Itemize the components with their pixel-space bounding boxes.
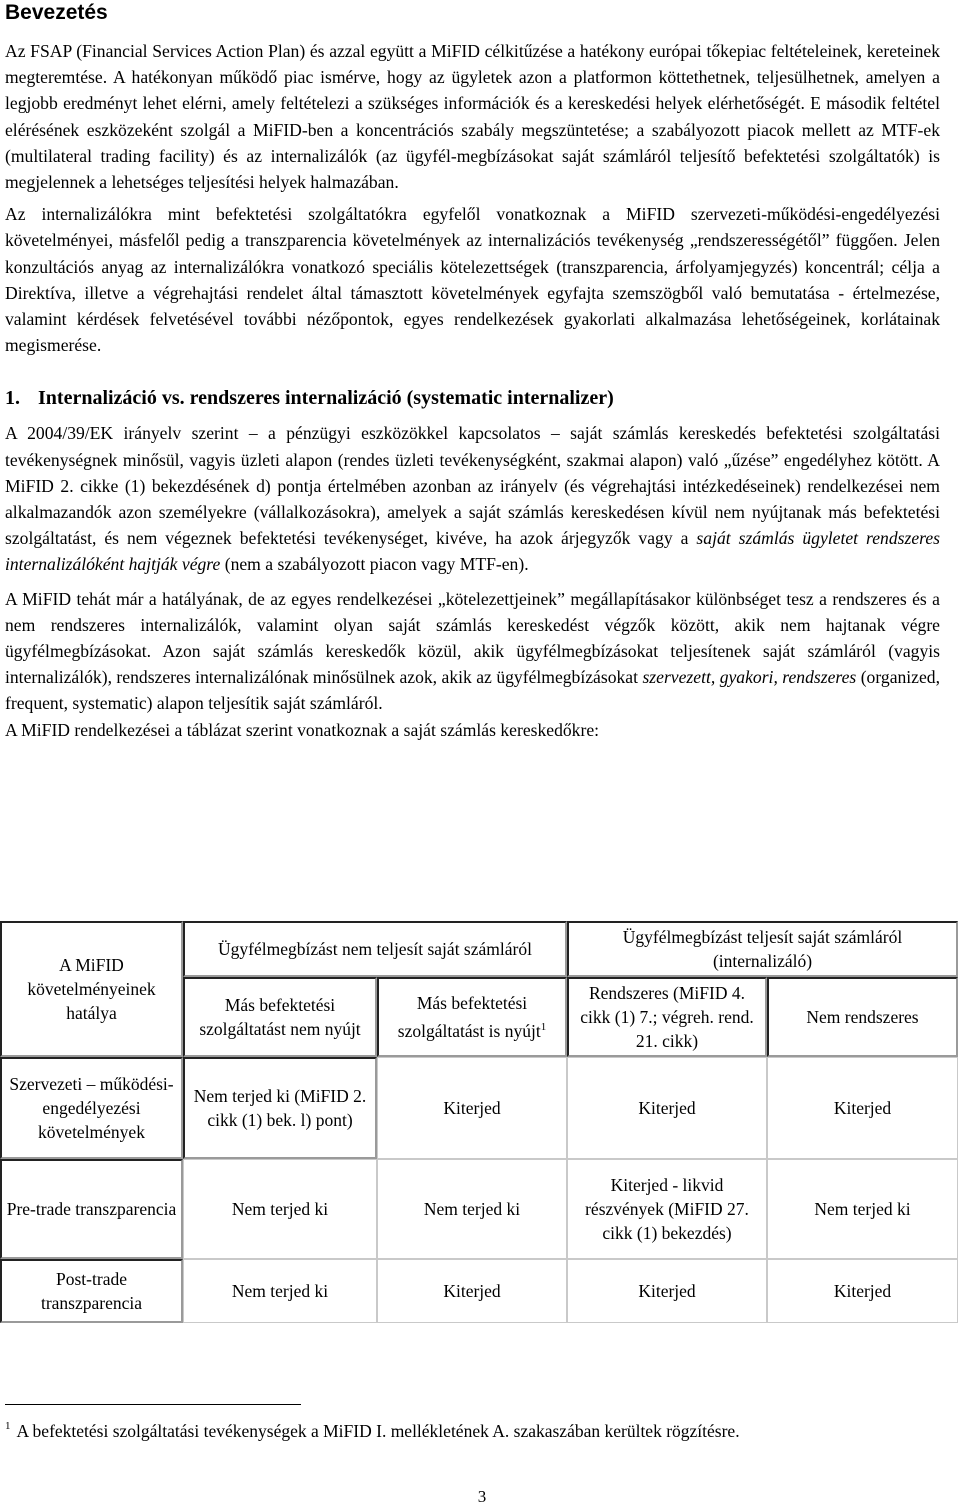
footnote xyxy=(5,1413,940,1444)
table-cell: Kiterjed xyxy=(377,1057,567,1159)
table-cell: Nem terjed ki (MiFID 2. cikk (1) bek. l) pont) xyxy=(183,1057,377,1159)
table-cell: Kiterjed xyxy=(767,1259,958,1323)
footnote-ref: 1 xyxy=(540,1021,547,1033)
col-header-other-service-text: Más befektetési szolgáltatást is nyújt xyxy=(397,993,541,1041)
footnote-mark: 1 xyxy=(5,1420,11,1432)
row-label-pre-trade: Pre-trade transzparencia xyxy=(0,1159,183,1259)
section-heading-intro: Bevezetés xyxy=(5,1,108,24)
row-label-post-trade: Post-trade transzparencia xyxy=(0,1259,183,1323)
paragraph-3 xyxy=(5,420,940,577)
table-cell: Nem terjed ki xyxy=(183,1259,377,1323)
page-number: 3 xyxy=(477,1487,487,1506)
paragraph-5: A MiFID rendelkezései a táblázat szerint vonatkoznak a saját számlás kereskedőkre: xyxy=(5,719,600,740)
paragraph-2: Az internalizálókra mint befektetési szolgáltatókra egyfelől vonatkoznak a MiFID szervezeti-működési-engedélyezési követelményei, másfelől pedig a transzparencia követelmények az internalizációs tevékenység „rendszerességétől” függően. Jelen konzultációs anyag az internalizálókra vonatkozó speciális kötelezettségek (transzparencia, árfolyamjegyzés) koncentrál; célja a Direktíva, illetve a végrehajtási rendelet által támasztott követelmények egyfajta szemszögből való bemutatása - értelmezése, valamint kérdések felvetésével további nézőpontok, egyes rendelkezések gyakorlati alkalmazása lehetőségeinek, korlátainak megismerése. xyxy=(5,204,940,356)
col-header-other-service xyxy=(377,977,567,1057)
table-cell: Nem terjed ki xyxy=(767,1159,958,1259)
table-cell: Kiterjed xyxy=(377,1259,567,1323)
section-number: 1. xyxy=(5,387,20,410)
footnote-text: A befektetési szolgáltatási tevékenységek a MiFID I. mellékletének A. szakaszában kerültek rögzítésre. xyxy=(16,1421,740,1441)
paragraph-4-text-b: (organized, frequent, systematic) alapon teljesítik saját számláról. xyxy=(5,667,941,714)
table-cell: Kiterjed - likvid részvények (MiFID 27. cikk (1) bekezdés) xyxy=(567,1159,767,1259)
section-heading-1 xyxy=(5,385,940,411)
table-cell: Nem terjed ki xyxy=(377,1159,567,1259)
col-header-no-other-service: Más befektetési szolgáltatást nem nyújt xyxy=(183,977,377,1057)
document-page xyxy=(5,0,940,743)
table-cell: Kiterjed xyxy=(767,1057,958,1159)
paragraph-4-text-a: A MiFID tehát már a hatályának, de az egyes rendelkezései „kötelezettjeinek” megállapításakor különbséget tesz a rendszeres és a nem rendszeres internalizálók, valamint olyan saját számlás kereskedést végzők között, akik nem hajtanak végre ügyfélmegbízásokat. Azon saját számlás kereskedők közül, akik ügyfélmegbízásokat teljesítenek saját számláról (vagyis internalizálók), rendszeres internalizálónak minősülnek azok, akik az ügyfélmegbízásokat xyxy=(5,588,940,688)
group-header-executing: Ügyfélmegbízást teljesít saját számláról (internalizáló) xyxy=(567,921,958,977)
table-cell: Kiterjed xyxy=(567,1057,767,1159)
table-row xyxy=(0,1259,958,1323)
paragraph-3-text-a: A 2004/39/EK irányelv szerint – a pénzügyi eszközökkel kapcsolatos – saját számlás kereskedés befektetési szolgáltatási tevékenységnek minősül, vagyis üzleti alapon (rendes üzleti tevékenységként, szakmai alapon) való „űzése” engedélyhez kötött. A MiFID 2. cikke (1) bekezdésének d) pontja értelmében azonban az irányelv (és végrehajtási intézkedéseinek) rendelkezései nem alkalmazandók azon személyekre (vállalkozásokra), amelyek a saját számlás kereskedésen kívül nem nyújtanak más befektetési szolgáltatást, és nem végeznek befektetési tevékenységet, kivéve, ha azok árjegyzők vagy a xyxy=(5,423,940,549)
group-header-not-executing: Ügyfélmegbízást nem teljesít saját számláról xyxy=(183,921,567,977)
paragraph-4-italic: szervezett, gyakori, rendszeres xyxy=(642,667,857,688)
section-title: Internalizáció vs. rendszeres internalizáció (systematic internalizer) xyxy=(38,387,614,410)
paragraph-4 xyxy=(5,586,940,717)
table-row xyxy=(0,1159,958,1259)
requirements-table-wrap xyxy=(0,921,958,1323)
table-cell: Nem terjed ki xyxy=(183,1159,377,1259)
scope-header-cell: A MiFID követelményeinek hatálya xyxy=(0,921,183,1057)
paragraph-3-text-b: (nem a szabályozott piacon vagy MTF-en). xyxy=(220,554,529,575)
paragraph-1: Az FSAP (Financial Services Action Plan) és azzal együtt a MiFID célkitűzése a hatékony európai tőkepiac feltételeinek, kereteinek megteremtése. A hatékonyan működő piac ismérve, hogy az ügyletek azon a platformon köttethetnek, teljesülhetnek, amelyen a legjobb eredményt lehet elérni, amely feltételezi a szükséges információk és a kereskedési helyek elérhetőségét. E második feltétel elérésének eszközeként szolgál a MiFID-ben a koncentrációs szabály megszüntetése; a szabályozott piacok mellett az MTF-ek (multilateral trading facility) és az internalizálók (az ügyfél-megbízásokat saját számláról teljesítő befektetési szolgáltatók) is megjelennek a lehetséges teljesítési helyek halmazában. xyxy=(5,41,940,193)
row-label-organizational: Szervezeti – működési-engedélyezési követelmények xyxy=(0,1057,183,1159)
requirements-table xyxy=(0,921,958,1323)
table-row xyxy=(0,1057,958,1159)
paragraph-3-italic: saját számlás ügyletet rendszeres internalizálóként hajtják végre xyxy=(5,528,940,575)
footnote-separator xyxy=(5,1404,301,1405)
table-cell: Kiterjed xyxy=(567,1259,767,1323)
col-header-systematic: Rendszeres (MiFID 4. cikk (1) 7.; végreh. rend. 21. cikk) xyxy=(567,977,767,1057)
col-header-non-systematic: Nem rendszeres xyxy=(767,977,958,1057)
